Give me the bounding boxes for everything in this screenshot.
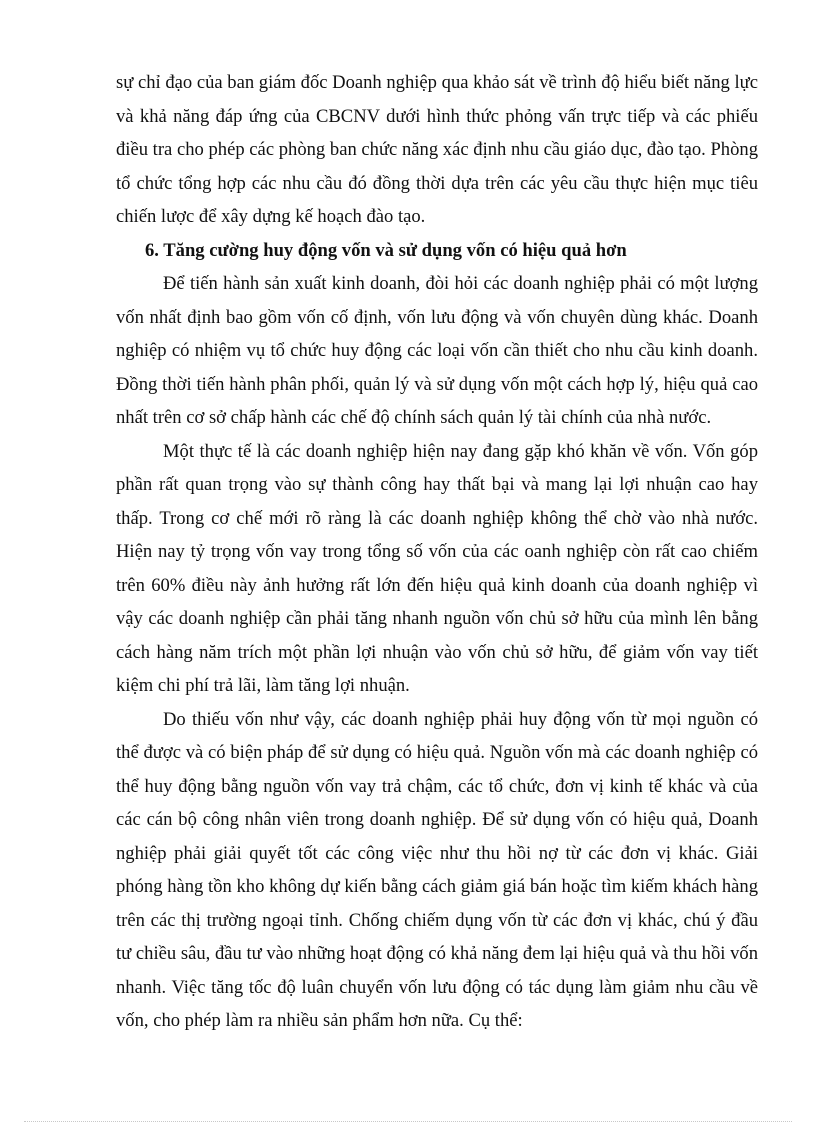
page-bottom-rule [24, 1121, 792, 1122]
document-page [116, 66, 758, 1038]
intro-paragraph: sự chỉ đạo của ban giám đốc Doanh nghiệp qua khảo sát về trình độ hiểu biết năng lực và khả năng đáp ứng của CBCNV dưới hình thức phỏng vấn trực tiếp và các phiếu điều tra cho phép các phòng ban chức năng xác định nhu cầu giáo dục, đào tạo. Phòng tổ chức tổng hợp các nhu cầu đó đồng thời dựa trên các yêu cầu thực hiện mục tiêu chiến lược để xây dựng kế hoạch đào tạo. [116, 72, 758, 227]
paragraph-capital-difficulty: Một thực tế là các doanh nghiệp hiện nay đang gặp khó khăn về vốn. Vốn góp phần rất quan trọng vào sự thành công hay thất bại và mang lại lợi nhuận cao hay thấp. Trong cơ chế mới rõ ràng là các doanh nghiệp không thể chờ vào nhà nước. Hiện nay tỷ trọng vốn vay trong tổng số vốn của các oanh nghiệp còn rất cao chiếm trên 60% điều này ảnh hưởng rất lớn đến hiệu quả kinh doanh của doanh nghiệp vì vậy các doanh nghiệp cần phải tăng nhanh nguồn vốn chủ sở hữu của mình lên bằng cách hàng năm trích một phần lợi nhuận vào vốn chủ sở hữu, để giảm vốn vay tiết kiệm chi phí trả lãi, làm tăng lợi nhuận. [116, 440, 758, 696]
paragraph-capital-needs: Để tiến hành sản xuất kinh doanh, đòi hỏi các doanh nghiệp phải có một lượng vốn nhất định bao gồm vốn cố định, vốn lưu động và vốn chuyên dùng khác. Doanh nghiệp có nhiệm vụ tổ chức huy động các loại vốn cần thiết cho nhu cầu kinh doanh. Đồng thời tiến hành phân phối, quản lý và sử dụng vốn một cách hợp lý, hiệu quả cao nhất trên cơ sở chấp hành các chế độ chính sách quản lý tài chính của nhà nước. [116, 273, 758, 428]
paragraph-capital-mobilization: Do thiếu vốn như vậy, các doanh nghiệp phải huy động vốn từ mọi nguồn có thể được và có biện pháp để sử dụng có hiệu quả. Nguồn vốn mà các doanh nghiệp có thể huy động bằng nguồn vốn vay trả chậm, các tổ chức, đơn vị kinh tế khác và của các cán bộ công nhân viên trong doanh nghiệp. Để sử dụng vốn có hiệu quả, Doanh nghiệp phải giải quyết tốt các công việc như thu hồi nợ từ các đơn vị khác. Giải phóng hàng tồn kho không dự kiến bằng cách giảm giá bán hoặc tìm kiếm khách hàng trên các thị trường ngoại tỉnh. Chống chiếm dụng vốn từ các đơn vị khác, chú ý đầu tư chiều sâu, đầu tư vào những hoạt động có khả năng đem lại hiệu quả và thu hồi vốn nhanh. Việc tăng tốc độ luân chuyển vốn lưu động có tác dụng làm giảm nhu cầu về vốn, cho phép làm ra nhiều sản phẩm hơn nữa. Cụ thể: [116, 708, 758, 1031]
section-heading: 6. Tăng cường huy động vốn và sử dụng vốn có hiệu quả hơn [145, 239, 627, 261]
